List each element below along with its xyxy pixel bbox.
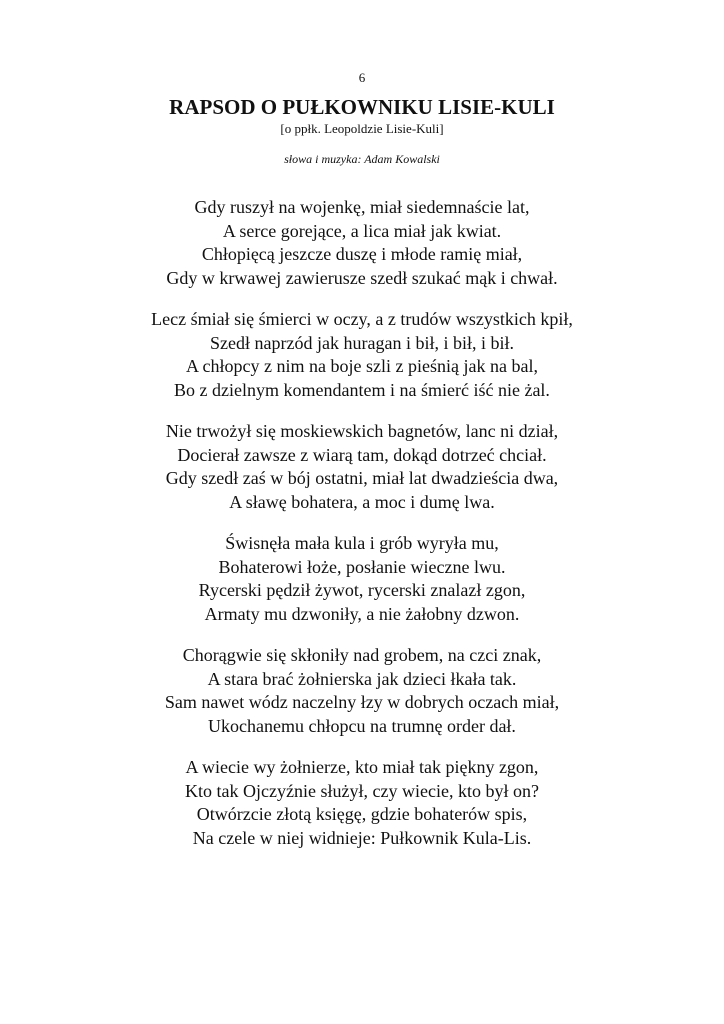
- verse-line: Chłopięcą jeszcze duszę i młode ramię miał,: [201, 244, 523, 264]
- song-title: RAPSOD O PUŁKOWNIKU LISIE-KULI: [169, 95, 555, 119]
- verse-line: Sam nawet wódz naczelny łzy w dobrych oczach miał,: [164, 692, 560, 712]
- verse-line: Gdy szedł zaś w bój ostatni, miał lat dwadzieścia dwa,: [165, 468, 559, 488]
- verse-line: Gdy ruszył na wojenkę, miał siedemnaście lat,: [194, 197, 530, 217]
- verse-line: Świsnęła mała kula i grób wyryła mu,: [225, 533, 499, 553]
- verse-line: Szedł naprzód jak huragan i bił, i bił, i bił.: [210, 332, 514, 353]
- song-subtitle: [o ppłk. Leopoldzie Lisie-Kuli]: [280, 121, 444, 136]
- verse-line: Na czele w niej widnieje: Pułkownik Kula-Lis.: [192, 827, 532, 848]
- verse-line: Kto tak Ojczyźnie służył, czy wiecie, kto był on?: [185, 780, 539, 801]
- stanza: [0, 196, 724, 290]
- verse-line: A sławę bohatera, a moc i dumę lwa.: [229, 491, 495, 512]
- verse-line: Bohaterowi łoże, posłanie wieczne lwu.: [218, 556, 506, 577]
- verse-line: Otwórzcie złotą księgę, gdzie bohaterów spis,: [196, 804, 528, 824]
- verse-line: Gdy w krwawej zawierusze szedł szukać mąk i chwał.: [166, 267, 558, 288]
- verse-line: Rycerski pędził żywot, rycerski znalazł zgon,: [198, 580, 526, 600]
- verse-line: Chorągwie się skłoniły nad grobem, na czci znak,: [182, 645, 542, 665]
- verse-line: Lecz śmiał się śmierci w oczy, a z trudów wszystkich kpił,: [151, 309, 573, 329]
- poem-body: [0, 196, 724, 868]
- stanza: [0, 644, 724, 738]
- verse-line: Bo z dzielnym komendantem i na śmierć iść nie żal.: [174, 379, 550, 400]
- verse-line: Nie trwożył się moskiewskich bagnetów, lanc ni dział,: [165, 421, 559, 441]
- verse-line: A wiecie wy żołnierze, kto miał tak piękny zgon,: [185, 757, 539, 777]
- stanza: [0, 308, 724, 402]
- verse-line: Armaty mu dzwoniły, a nie żałobny dzwon.: [204, 603, 520, 624]
- verse-line: A stara brać żołnierska jak dzieci łkała tak.: [207, 668, 517, 689]
- stanza: [0, 756, 724, 850]
- stanza: [0, 532, 724, 626]
- page-number: 6: [358, 70, 366, 85]
- verse-line: Ukochanemu chłopcu na trumnę order dał.: [208, 715, 516, 736]
- verse-line: A chłopcy z nim na boje szli z pieśnią jak na bal,: [186, 356, 538, 376]
- verse-line: Docierał zawsze z wiarą tam, dokąd dotrzeć chciał.: [177, 444, 547, 465]
- verse-line: A serce gorejące, a lica miał jak kwiat.: [222, 220, 502, 241]
- song-credits: słowa i muzyka: Adam Kowalski: [284, 152, 440, 166]
- stanza: [0, 420, 724, 514]
